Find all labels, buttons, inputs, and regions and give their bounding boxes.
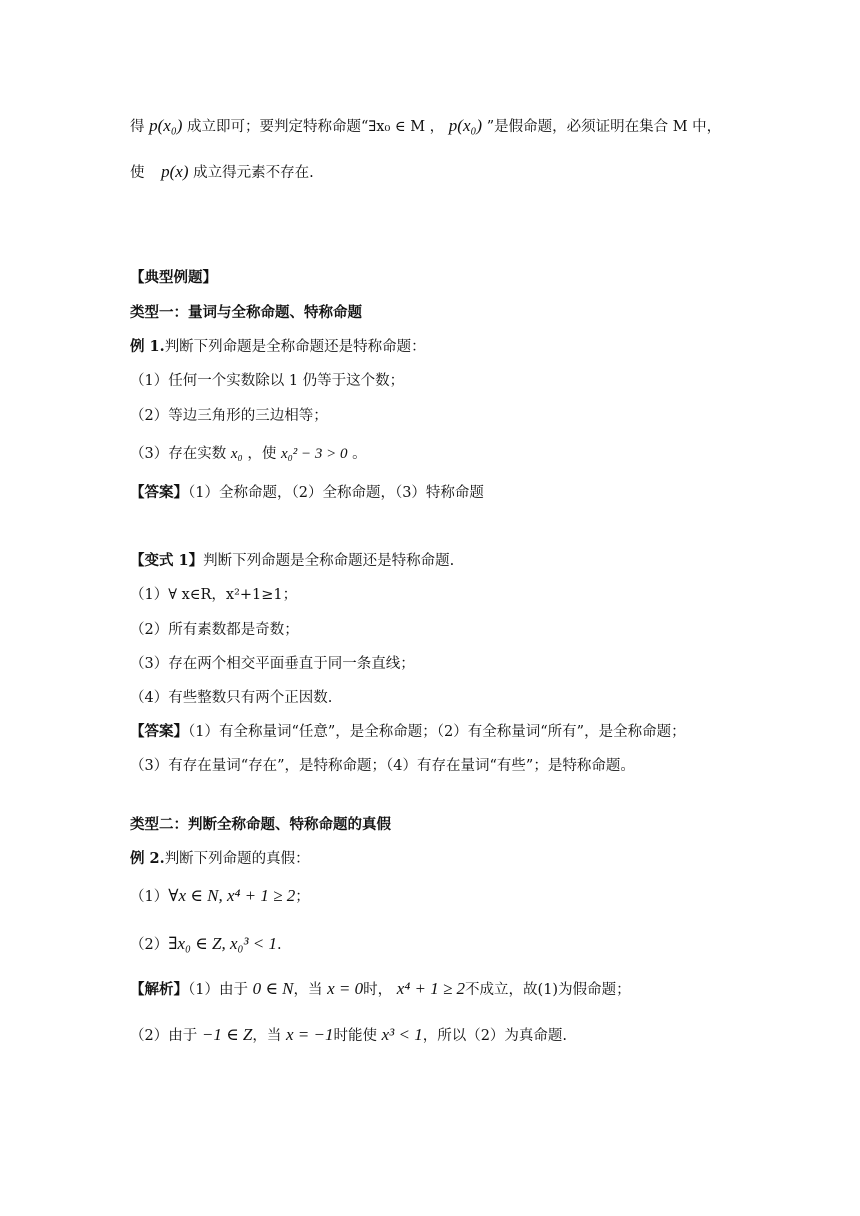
text: ； [295, 889, 310, 905]
math-expr: x³ < 1 [381, 1025, 423, 1044]
math-expr: 0 ∈ N [252, 979, 294, 998]
example2-item-2 [130, 934, 282, 955]
solution-label: 【解析】 [130, 981, 188, 998]
text: 使 [130, 165, 145, 181]
math-forall-expr: ∀x ∈ N, x⁴ + 1 ≥ 2 [168, 886, 296, 905]
text: 成立即可；要判定特称命题“∃x₀ ∈ M ， [187, 119, 445, 135]
variant1-item-2: （2）所有素数都是奇数； [130, 622, 299, 638]
math-exists-expr: ∃x₀ ∈ Z, x₀³ < 1 [168, 934, 277, 953]
text: 时， [363, 982, 393, 998]
math-expr: −1 ∈ Z [201, 1025, 253, 1044]
text: 不成立，故(1)为假命题； [465, 982, 631, 998]
example-text: 判断下列命题是全称命题还是特称命题： [164, 339, 426, 355]
text: ，所以（2）为真命题. [422, 1028, 568, 1044]
example1-line [130, 337, 426, 357]
text: （2）由于 [130, 1028, 198, 1044]
text: （1） [130, 889, 169, 905]
variant1-answer-line-2: （3）有存在量词“存在”，是特称命题；（4）有存在量词“有些”；是特称命题。 [130, 758, 635, 774]
section-heading: 【典型例题】 [130, 269, 217, 286]
intro-line-2 [130, 162, 314, 183]
example2-line [130, 849, 310, 869]
solution-line-1 [130, 979, 631, 1000]
variant1-item-4: （4）有些整数只有两个正因数. [130, 690, 333, 706]
text: . [276, 937, 282, 953]
variant1-item-3: （3）存在两个相交平面垂直于同一条直线； [130, 656, 415, 672]
intro-line-1 [130, 116, 721, 137]
math-p-x: p(x) [161, 162, 189, 181]
example1-item-1: （1）任何一个实数除以 1 仍等于这个数； [130, 373, 405, 389]
example1-item-3 [130, 444, 367, 464]
text: ，当 [293, 982, 323, 998]
text: 得 [130, 119, 145, 135]
math-x0: x₀ [230, 446, 243, 462]
variant1-title [130, 551, 454, 571]
math-expr: x = 0 [327, 979, 364, 998]
example-text: 判断下列命题的真假： [164, 851, 310, 867]
example-label: 例 2. [130, 850, 165, 867]
example1-item-2: （2）等边三角形的三边相等； [130, 408, 328, 424]
math-expr: x⁴ + 1 ≥ 2 [396, 979, 466, 998]
example2-item-1 [130, 886, 310, 907]
answer-label: 【答案】 [130, 723, 188, 740]
math-p-x0: p(x₀) [149, 116, 183, 135]
math-inequality: x₀² − 3 > 0 [280, 446, 348, 462]
text: 。 [352, 446, 367, 462]
solution-line-2 [130, 1025, 567, 1046]
text: ”是假命题，必须证明在集合 M 中， [486, 119, 722, 135]
variant-label: 【变式 1】 [130, 552, 204, 569]
answer-label: 【答案】 [130, 484, 188, 501]
answer1-line [130, 483, 484, 503]
answer-text: （1）有全称量词“任意”，是全称命题；（2）有全称量词“所有”，是全称命题； [188, 724, 686, 740]
text: ，当 [252, 1028, 282, 1044]
math-expr: x = −1 [285, 1025, 334, 1044]
text: （3）存在实数 [130, 446, 227, 462]
type1-title: 类型一：量词与全称命题、特称命题 [130, 304, 362, 321]
text: 成立得元素不存在. [193, 165, 314, 181]
text: ，使 [247, 446, 277, 462]
math-p-x0: p(x₀) [448, 116, 483, 135]
text: 时能使 [333, 1028, 377, 1044]
text: （2） [130, 937, 169, 953]
variant1-answer-line-1 [130, 722, 686, 742]
answer-text: （1）全称命题，（2）全称命题，（3）特称命题 [188, 485, 484, 501]
variant1-item-1: （1）∀ x∈R，x²+1≥1； [130, 587, 298, 603]
variant-text: 判断下列命题是全称命题还是特称命题. [203, 553, 455, 569]
text: （1）由于 [188, 982, 248, 998]
type2-title: 类型二：判断全称命题、特称命题的真假 [130, 816, 391, 833]
example-label: 例 1. [130, 338, 165, 355]
